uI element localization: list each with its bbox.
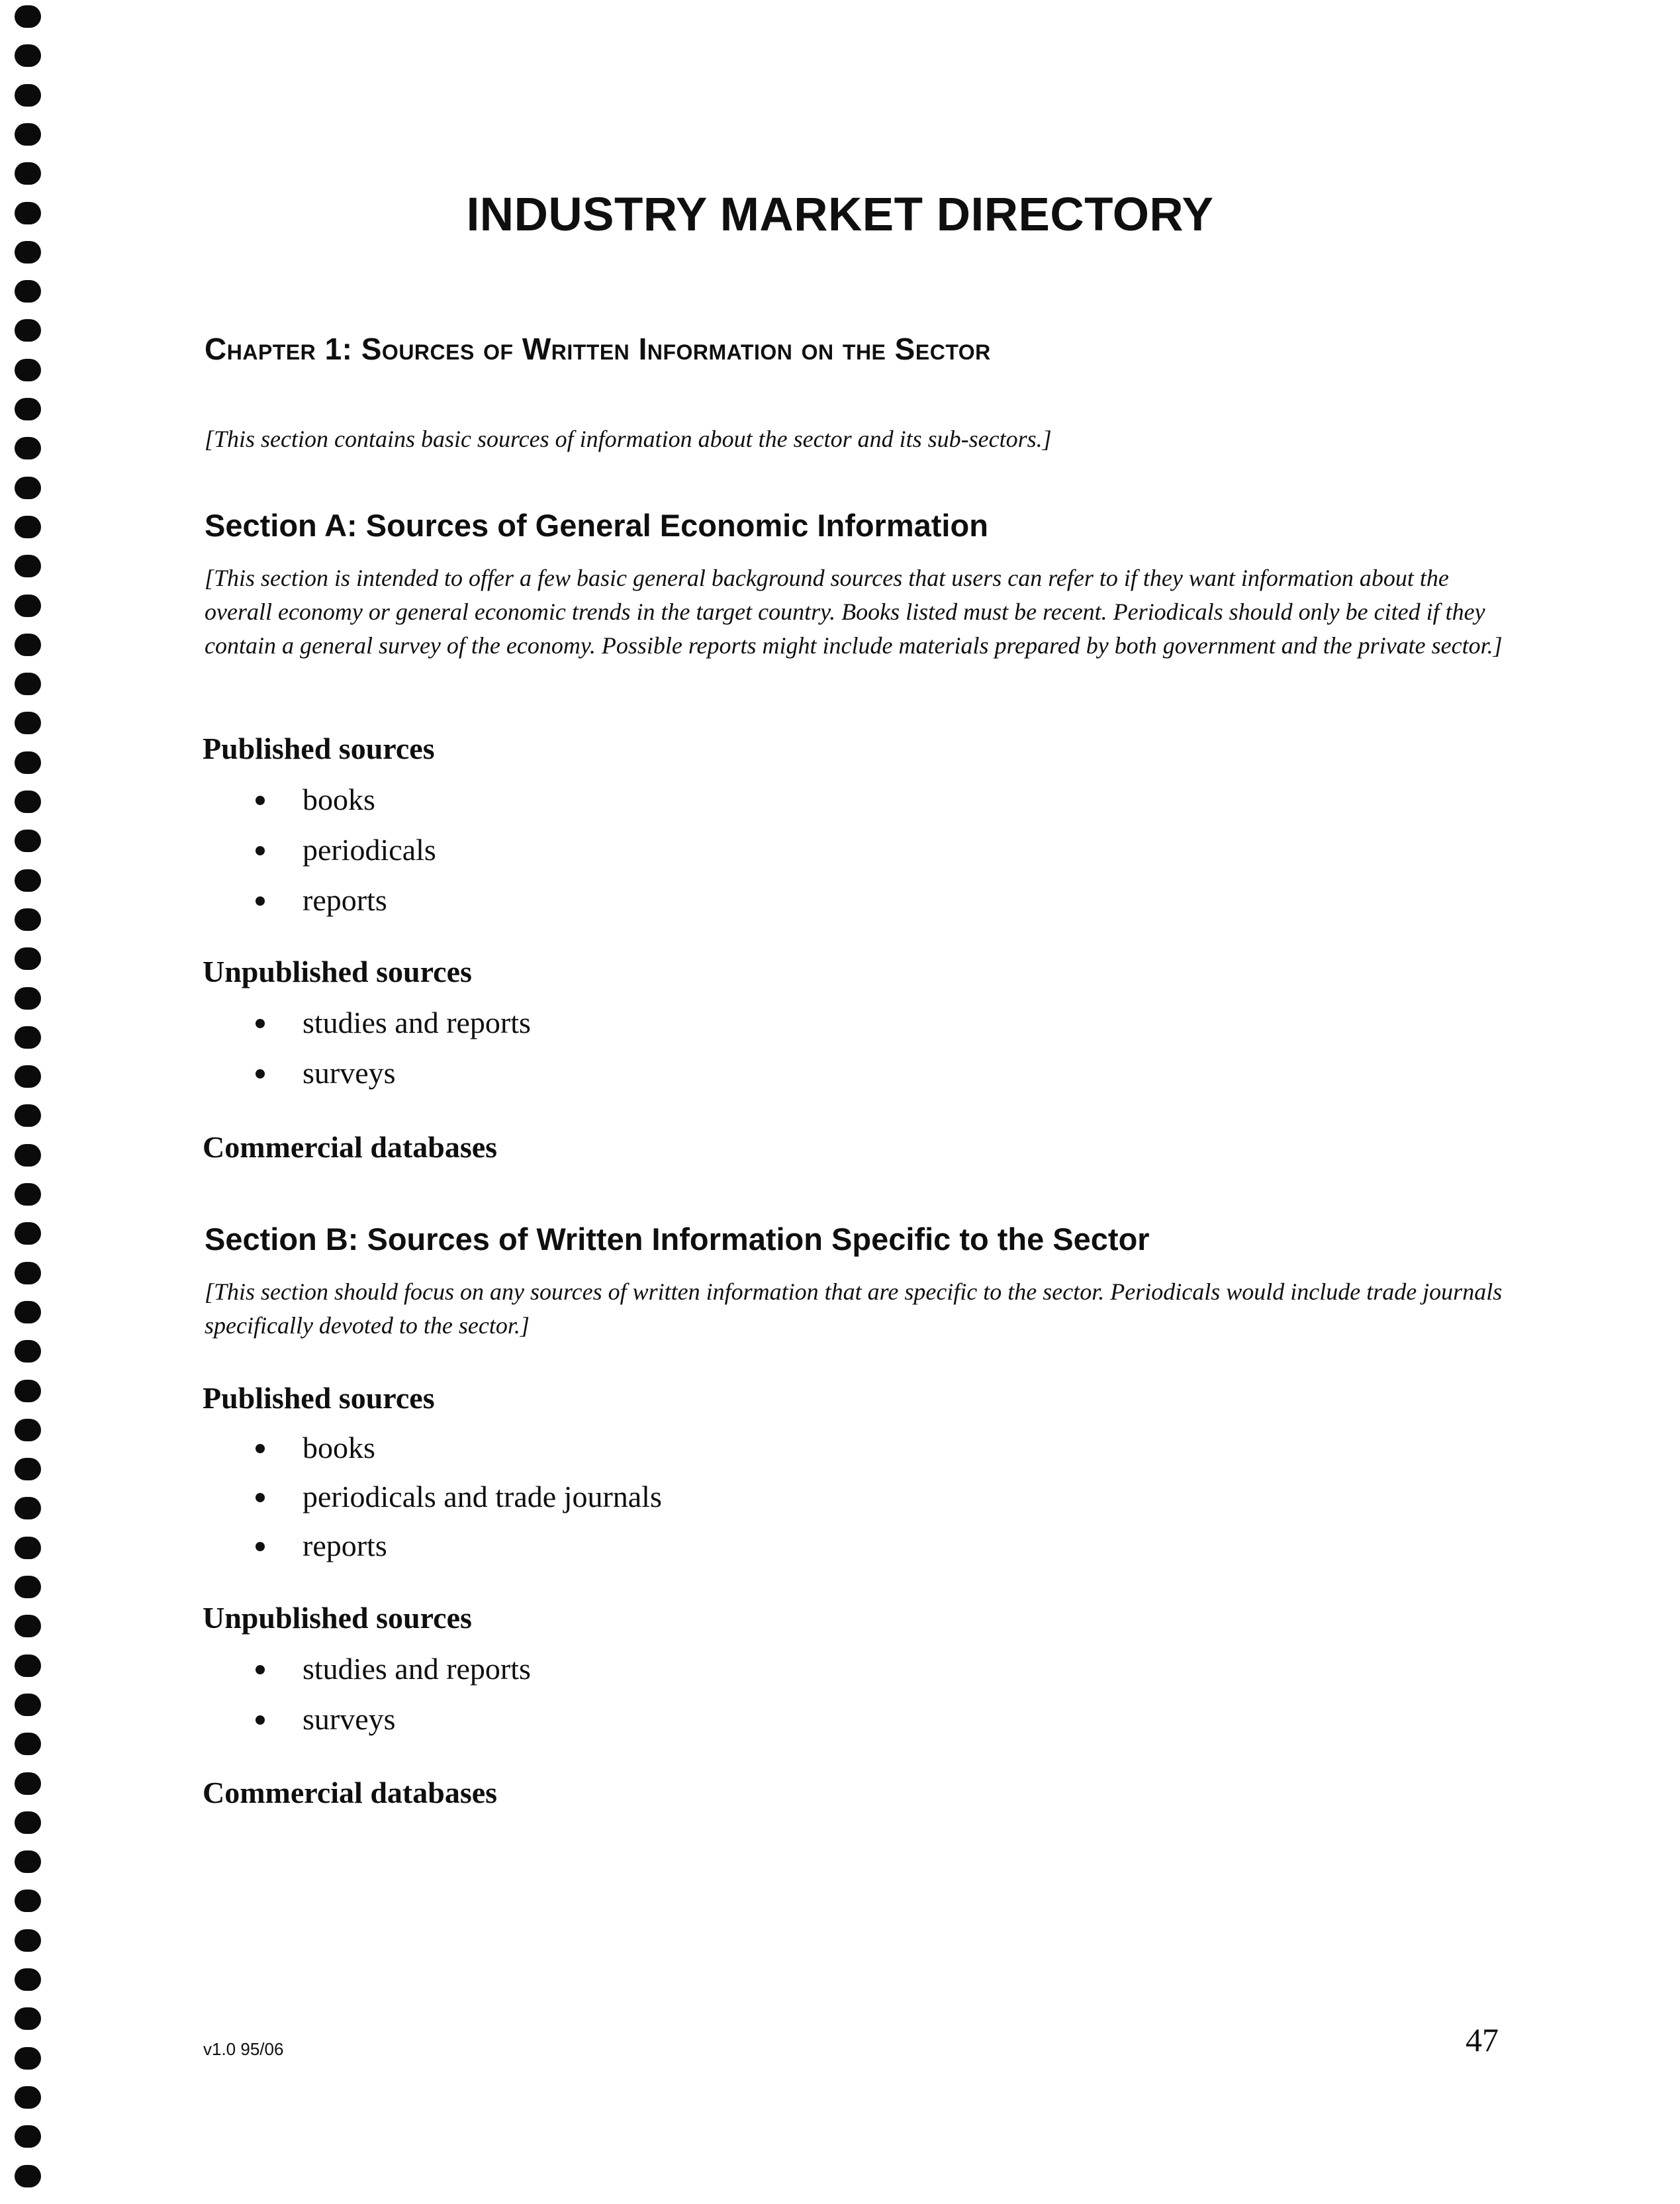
spiral-binding — [15, 0, 48, 2204]
binding-hole-icon — [15, 1694, 41, 1716]
binding-hole-icon — [15, 869, 41, 892]
chapter-note: [This section contains basic sources of information about the sector and its sub-sectors.] — [205, 426, 1052, 452]
bullet-icon — [256, 796, 265, 805]
binding-hole-icon — [15, 1537, 41, 1559]
binding-hole-icon — [15, 2125, 41, 2148]
binding-hole-icon — [15, 987, 41, 1010]
binding-hole-icon — [15, 1968, 41, 1991]
bullet-icon — [256, 1019, 265, 1028]
binding-hole-icon — [15, 634, 41, 656]
binding-hole-icon — [15, 241, 41, 264]
bullet-icon — [256, 896, 265, 906]
binding-hole-icon — [15, 437, 41, 459]
binding-hole-icon — [15, 1929, 41, 1952]
binding-hole-icon — [15, 1576, 41, 1598]
binding-hole-icon — [15, 1654, 41, 1677]
binding-hole-icon — [15, 1419, 41, 1441]
binding-hole-icon — [15, 1262, 41, 1284]
binding-hole-icon — [15, 5, 41, 28]
section-b-note: [This section should focus on any sources of written information that are specific to the sector. Periodicals would include trade journals specifically devoted to the sector.] — [205, 1278, 1503, 1339]
binding-hole-icon — [15, 673, 41, 695]
section-a-heading: Section A: Sources of General Economic Information — [205, 508, 988, 543]
section-b-unpublished-heading: Unpublished sources — [203, 1601, 472, 1635]
binding-hole-icon — [15, 555, 41, 577]
binding-hole-icon — [15, 1458, 41, 1480]
binding-hole-icon — [15, 2007, 41, 2030]
binding-hole-icon — [15, 516, 41, 538]
binding-hole-icon — [15, 1380, 41, 1402]
bullet-icon — [256, 1069, 265, 1078]
binding-hole-icon — [15, 162, 41, 185]
section-b-databases-heading: Commercial databases — [203, 1776, 498, 1809]
binding-hole-icon — [15, 123, 41, 146]
binding-hole-icon — [15, 908, 41, 931]
binding-hole-icon — [15, 1890, 41, 1912]
binding-hole-icon — [15, 1301, 41, 1323]
binding-hole-icon — [15, 751, 41, 774]
footer-version: v1.0 95/06 — [203, 2039, 284, 2059]
binding-hole-icon — [15, 359, 41, 381]
chapter-title: Chapter 1: Sources of Written Information on the Sector — [205, 332, 991, 366]
section-a-databases-heading: Commercial databases — [203, 1130, 498, 1164]
section-a-unpublished-heading: Unpublished sources — [203, 955, 472, 988]
section-b-published-heading: Published sources — [203, 1381, 435, 1415]
bullet-icon — [256, 1444, 265, 1453]
bullet-icon — [256, 1715, 265, 1725]
page-number: 47 — [1466, 2021, 1499, 2058]
binding-hole-icon — [15, 44, 41, 67]
binding-hole-icon — [15, 1615, 41, 1637]
binding-hole-icon — [15, 1733, 41, 1755]
binding-hole-icon — [15, 1497, 41, 1519]
binding-hole-icon — [15, 791, 41, 813]
binding-hole-icon — [15, 947, 41, 970]
bullet-icon — [256, 1665, 265, 1674]
binding-hole-icon — [15, 2165, 41, 2187]
bullet-icon — [256, 846, 265, 855]
binding-hole-icon — [15, 1183, 41, 1206]
binding-hole-icon — [15, 1065, 41, 1088]
binding-hole-icon — [15, 712, 41, 734]
binding-hole-icon — [15, 319, 41, 342]
binding-hole-icon — [15, 1026, 41, 1049]
binding-hole-icon — [15, 1104, 41, 1127]
binding-hole-icon — [15, 477, 41, 499]
binding-hole-icon — [15, 398, 41, 420]
section-a-note: [This section is intended to offer a few basic general background sources that users can refer to if they want information about the overall economy or general economic trends in the target country. Books listed must be recent. Periodicals should only be cited if they contain a general survey of the economy. Possible reports might include materials prepared by both government and the private sector.] — [205, 565, 1503, 659]
binding-hole-icon — [15, 84, 41, 107]
binding-hole-icon — [15, 280, 41, 303]
section-a-published-heading: Published sources — [203, 732, 435, 765]
bullet-icon — [256, 1493, 265, 1502]
section-b-heading: Section B: Sources of Written Information Specific to the Sector — [205, 1222, 1150, 1257]
page-title: INDUSTRY MARKET DIRECTORY — [466, 189, 1214, 241]
binding-hole-icon — [15, 1144, 41, 1167]
binding-hole-icon — [15, 2047, 41, 2070]
binding-hole-icon — [15, 2086, 41, 2109]
binding-hole-icon — [15, 830, 41, 852]
binding-hole-icon — [15, 1340, 41, 1363]
binding-hole-icon — [15, 1222, 41, 1245]
binding-hole-icon — [15, 1811, 41, 1834]
binding-hole-icon — [15, 1772, 41, 1795]
bullet-icon — [256, 1542, 265, 1551]
binding-hole-icon — [15, 595, 41, 617]
binding-hole-icon — [15, 1850, 41, 1873]
